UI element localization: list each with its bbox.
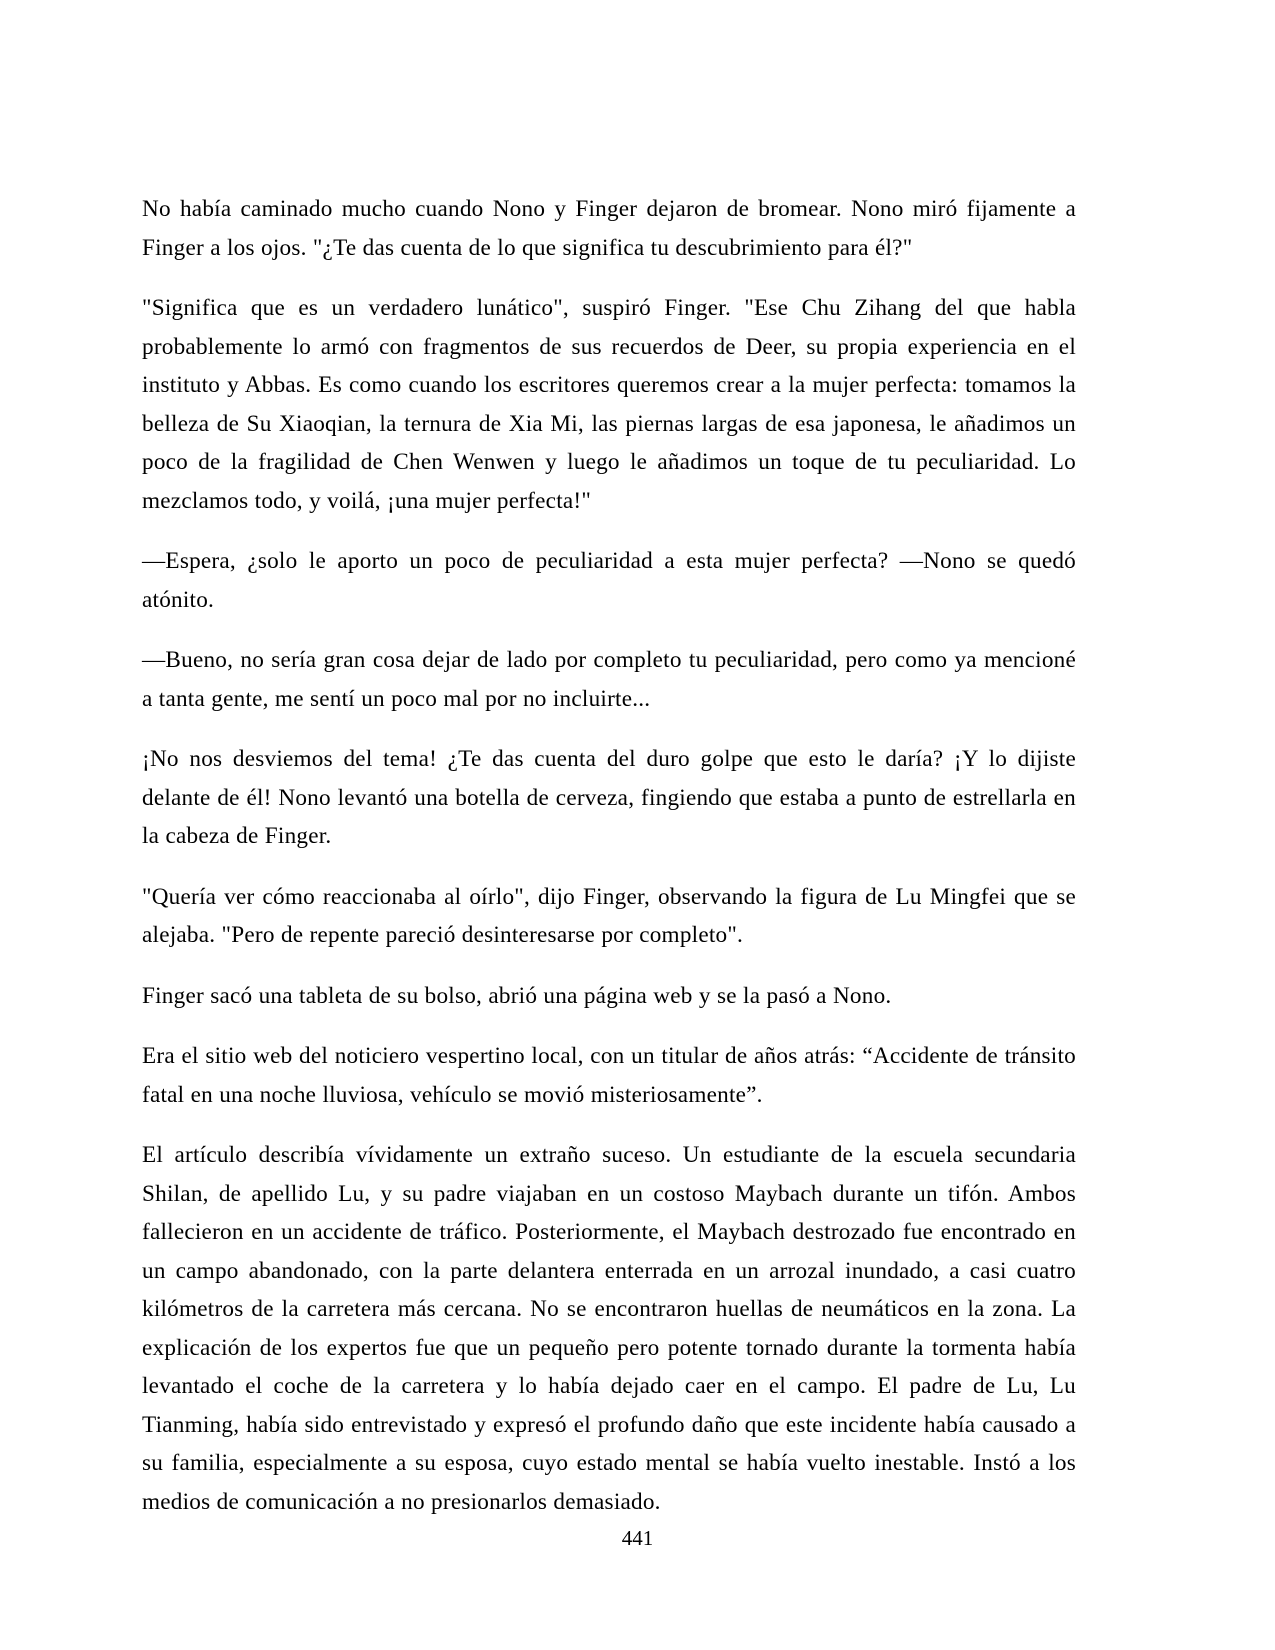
paragraph: "Quería ver cómo reaccionaba al oírlo", dijo Finger, observando la figura de Lu Mingfei que se alejaba. "Pero de repente pareció desinteresarse por completo".	[142, 883, 1076, 948]
paragraph: "Significa que es un verdadero lunático", suspiró Finger. "Ese Chu Zihang del que habla probablemente lo armó con fragmentos de sus recuerdos de Deer, su propia experiencia en el instituto y Abbas. Es como cuando los escritores queremos crear a la mujer perfecta: tomamos la belleza de Su Xiaoqian, la ternura de Xia Mi, las piernas largas de esa japonesa, le añadimos un poco de la fragilidad de Chen Wenwen y luego le añadimos un toque de tu peculiaridad. Lo mezclamos todo, y voilá, ¡una mujer perfecta!"	[142, 295, 1076, 514]
paragraph: —Espera, ¿solo le aporto un poco de peculiaridad a esta mujer perfecta? —Nono se quedó atónito.	[142, 548, 1076, 613]
paragraph: Era el sitio web del noticiero vespertino local, con un titular de años atrás: “Accidente de tránsito fatal en una noche lluviosa, vehículo se movió misteriosamente”.	[142, 1043, 1076, 1108]
paragraph: El artículo describía vívidamente un extraño suceso. Un estudiante de la escuela secundaria Shilan, de apellido Lu, y su padre viajaban en un costoso Maybach durante un tifón. Ambos fallecieron en un accidente de tráfico. Posteriormente, el Maybach destrozado fue encontrado en un campo abandonado, con la parte delantera enterrada en un arrozal inundado, a casi cuatro kilómetros de la carretera más cercana. No se encontraron huellas de neumáticos en la zona. La explicación de los expertos fue que un pequeño pero potente tornado durante la tormenta había levantado el coche de la carretera y lo había dejado caer en el campo. El padre de Lu, Lu Tianming, había sido entrevistado y expresó el profundo daño que este incidente había causado a su familia, especialmente a su esposa, cuyo estado mental se había vuelto inestable. Instó a los medios de comunicación a no presionarlos demasiado.	[142, 1142, 1076, 1515]
paragraph: —Bueno, no sería gran cosa dejar de lado por completo tu peculiaridad, pero como ya mencioné a tanta gente, me sentí un poco mal por no incluirte...	[142, 647, 1076, 712]
paragraph: No había caminado mucho cuando Nono y Finger dejaron de bromear. Nono miró fijamente a Finger a los ojos. "¿Te das cuenta de lo que significa tu descubrimiento para él?"	[142, 196, 1076, 261]
paragraph: ¡No nos desviemos del tema! ¿Te das cuenta del duro golpe que esto le daría? ¡Y lo dijiste delante de él! Nono levantó una botella de cerveza, fingiendo que estaba a punto de estrellarla en la cabeza de Finger.	[142, 746, 1076, 849]
paragraph: Finger sacó una tableta de su bolso, abrió una página web y se la pasó a Nono.	[142, 982, 892, 1009]
body-text-column	[142, 190, 1076, 1521]
page-number: 441	[621, 1526, 654, 1550]
